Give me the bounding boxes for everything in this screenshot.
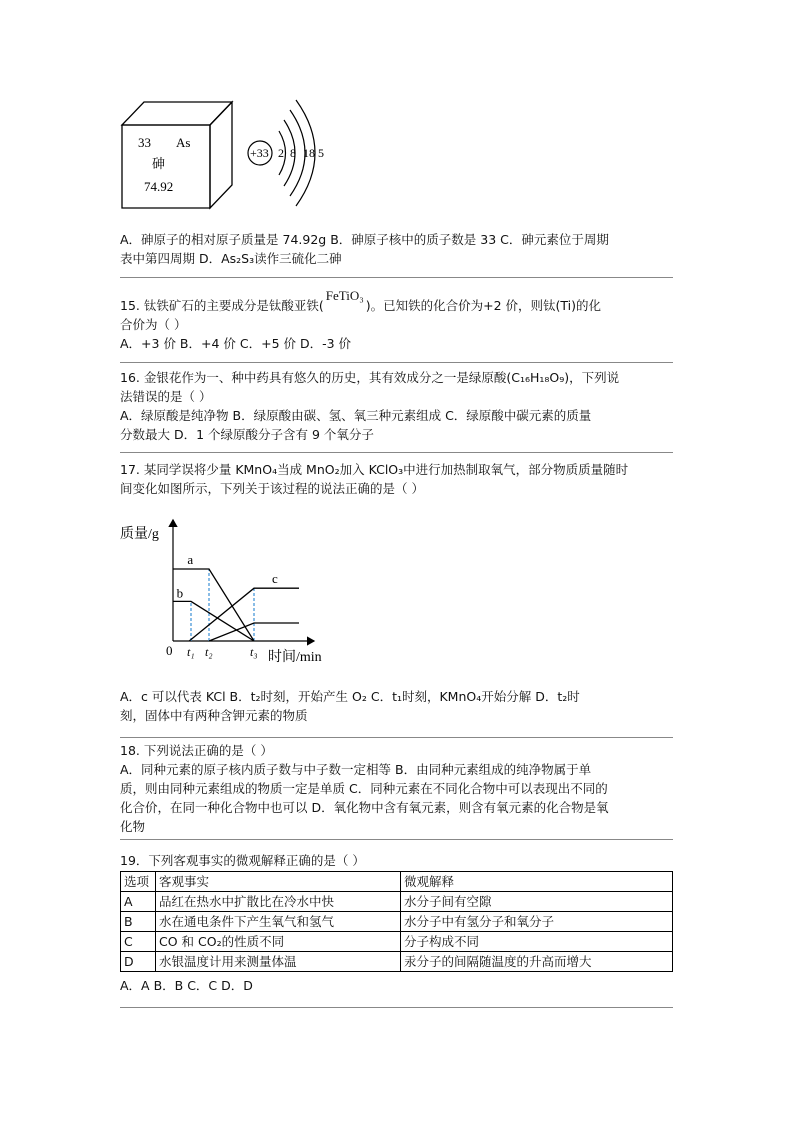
q14-options-line2: 表中第四周期 D．As₂S₃读作三硫化二砷 (120, 251, 342, 266)
series-label-b: b (176, 585, 184, 601)
table-cell: A (121, 892, 156, 912)
table-header-cell: 选项 (121, 872, 156, 892)
table-row (121, 912, 673, 932)
q14-options-line1: A．砷原子的相对原子质量是 74.92g B．砷原子核中的质子数是 33 C．砷元素位于周期 (120, 232, 609, 247)
q19-stem: 19．下列客观事实的微观解释正确的是（ ） (120, 853, 365, 868)
q16-options-line1: A．绿原酸是纯净物 B．绿原酸由碳、氢、氧三种元素组成 C．绿原酸中碳元素的质量 (120, 408, 592, 423)
divider (120, 362, 673, 363)
atomic-mass: 74.92 (144, 179, 174, 194)
arsenic-figure (110, 90, 350, 220)
atomic-number: 33 (138, 135, 151, 150)
q18-line1: A．同种元素的原子核内质子数与中子数一定相等 B．由同种元素组成的纯净物属于单 (120, 762, 592, 777)
origin-label: 0 (166, 643, 173, 658)
table-cell: 品红在热水中扩散比在冷水中快 (156, 892, 401, 912)
q17-stem-line1: 17. 某同学误将少量 KMnO₄当成 MnO₂加入 KClO₃中进行加热制取氧气，部分物质质量随时 (120, 462, 629, 477)
element-symbol: As (176, 135, 191, 150)
q18-line4: 化物 (120, 819, 146, 834)
table-cell: 水分子中有氢分子和氧分子 (401, 912, 673, 932)
series-line-a (173, 569, 254, 641)
shell-electrons-3: 18 (303, 146, 315, 160)
table-cell: B (121, 912, 156, 932)
x-axis-label: 时间/min (268, 650, 322, 665)
q19-options: A．A B．B C．C D．D (120, 978, 253, 993)
q16 (120, 368, 673, 444)
q16-stem-line2: 法错误的是（ ） (120, 389, 212, 404)
q15 (120, 288, 673, 353)
table-row (121, 952, 673, 972)
element-cube (122, 102, 232, 208)
divider (120, 1007, 673, 1008)
table-cell: 水分子间有空隙 (401, 892, 673, 912)
table-cell: C (121, 932, 156, 952)
x-tick-label-t1: t₁ (187, 645, 195, 659)
y-axis-label: 质量/g (120, 527, 159, 542)
table-cell: 汞分子的间隔随温度的升高而增大 (401, 952, 673, 972)
divider (120, 839, 673, 840)
table-cell: D (121, 952, 156, 972)
q17-stem (120, 460, 673, 498)
table-header-cell: 客观事实 (156, 872, 401, 892)
q15-stem-b: )。已知铁的化合价为+2 价，则钛(Ti)的化 (365, 298, 602, 313)
table-row (121, 892, 673, 912)
mass-time-chart (116, 510, 346, 670)
x-tick-label-t2: t₂ (205, 645, 213, 659)
q17-options-line2: 刻，固体中有两种含钾元素的物质 (120, 708, 308, 723)
q15-formula: FeTiO₃ (325, 288, 364, 303)
element-name: 砷 (152, 156, 166, 171)
q15-stem-a: 15. 钛铁矿石的主要成分是钛酸亚铁( (120, 298, 324, 313)
q18-line2: 质，则由同种元素组成的物质一定是单质 C．同种元素在不同化合物中可以表现出不同的 (120, 781, 608, 796)
table-cell: 水银温度计用来测量体温 (156, 952, 401, 972)
table-header-row (121, 872, 673, 892)
shell-electrons-4: 5 (318, 146, 324, 160)
q15-stem-line2: 合价为（ ） (120, 317, 187, 332)
q17-options (120, 687, 673, 725)
table-cell: 水在通电条件下产生氧气和氢气 (156, 912, 401, 932)
nucleus-charge: +33 (250, 146, 269, 160)
q16-stem-line1: 16. 金银花作为一、种中药具有悠久的历史，其有效成分之一是绿原酸(C₁₆H₁₈O₉)，下列说 (120, 370, 620, 385)
q17-stem-line2: 间变化如图所示，下列关于该过程的说法正确的是（ ） (120, 481, 424, 496)
series-label-c: c (272, 571, 278, 587)
table-row (121, 932, 673, 952)
q15-options: A．+3 价 B．+4 价 C．+5 价 D．-3 价 (120, 336, 352, 351)
q19-table (120, 871, 673, 972)
q18 (120, 741, 673, 836)
x-tick-label-t3: t₃ (250, 645, 258, 659)
table-header-cell: 微观解释 (401, 872, 673, 892)
divider (120, 737, 673, 738)
q15-stem-line1 (120, 288, 673, 315)
divider (120, 277, 673, 278)
electron-shell-diagram (248, 100, 324, 206)
divider (120, 452, 673, 453)
q18-stem: 18. 下列说法正确的是（ ） (120, 743, 273, 758)
shell-electrons-1: 2 (278, 146, 284, 160)
series-label-a: a (187, 552, 194, 567)
table-cell: CO 和 CO₂的性质不同 (156, 932, 401, 952)
q14-options (120, 230, 673, 268)
table-cell: 分子构成不同 (401, 932, 673, 952)
q18-line3: 化合价，在同一种化合物中也可以 D．氧化物中含有氧元素，则含有氧元素的化合物是氧 (120, 800, 609, 815)
shell-electrons-2: 8 (290, 146, 296, 160)
series-line-c (189, 588, 299, 641)
q17-options-line1: A．c 可以代表 KCl B．t₂时刻，开始产生 O₂ C．t₁时刻，KMnO₄开始分解 D．t₂时 (120, 689, 580, 704)
q16-options-line2: 分数最大 D．1 个绿原酸分子含有 9 个氧分子 (120, 427, 374, 442)
